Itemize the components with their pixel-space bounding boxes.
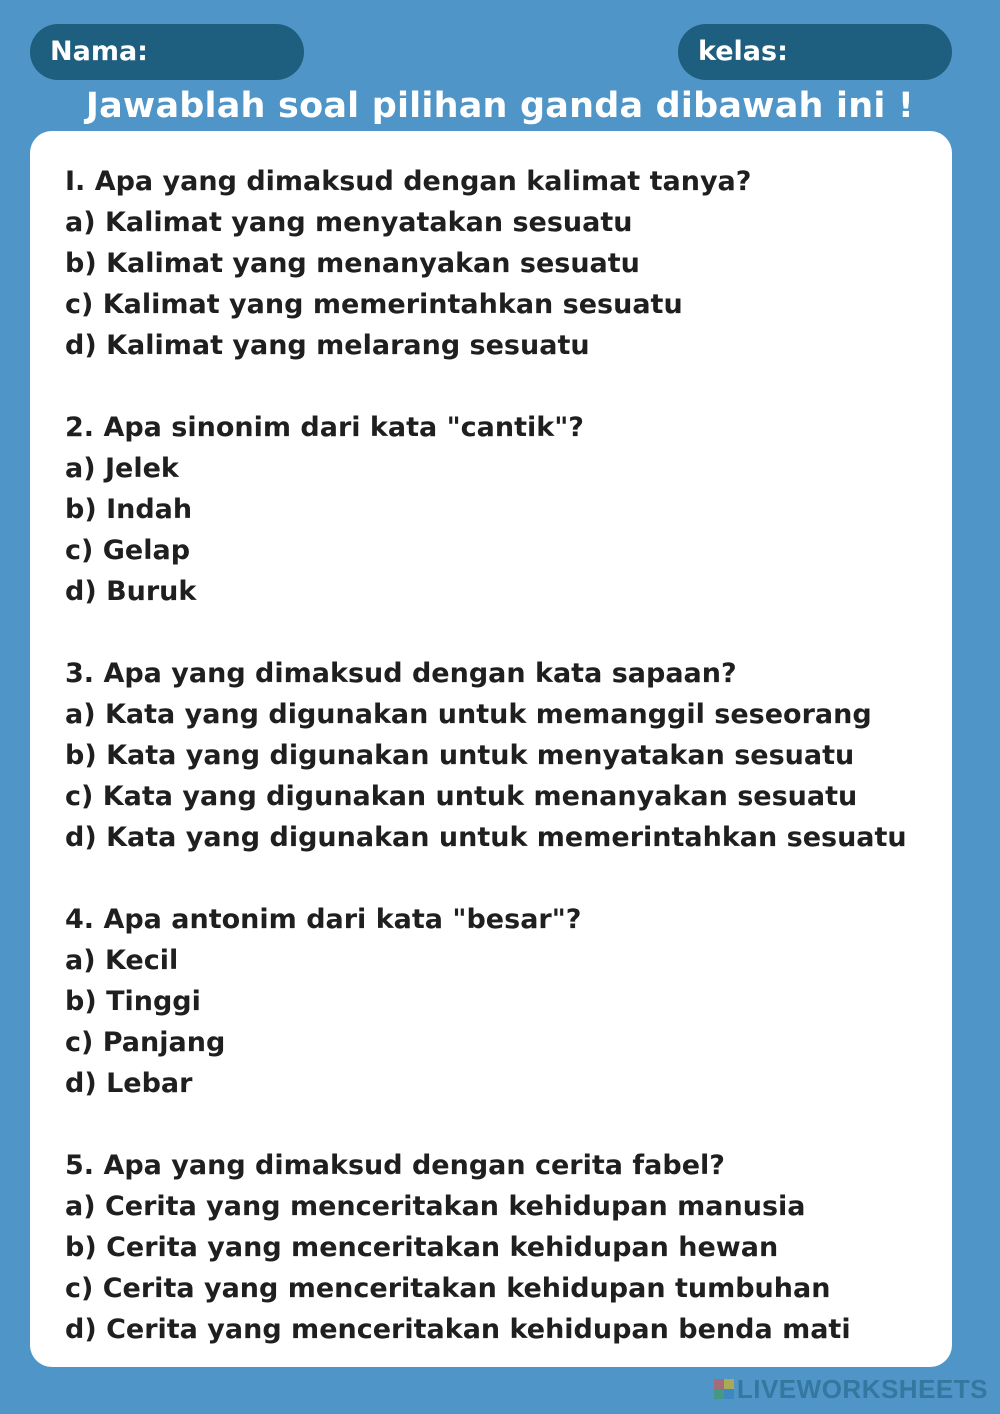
name-field[interactable] — [30, 24, 304, 80]
question-block — [65, 161, 935, 366]
class-field[interactable] — [678, 24, 952, 80]
question-text: 3. Apa yang dimaksud dengan kata sapaan? — [65, 658, 737, 689]
answer-option[interactable]: d) Kalimat yang melarang sesuatu — [65, 330, 590, 361]
worksheet-card — [30, 131, 952, 1367]
brand-text: LIVEWORKSHEETS — [736, 1373, 988, 1404]
answer-option[interactable]: c) Kalimat yang memerintahkan sesuatu — [65, 289, 683, 320]
question-text: 4. Apa antonim dari kata "besar"? — [65, 904, 582, 935]
instruction-heading: Jawablah soal pilihan ganda dibawah ini ! — [85, 86, 915, 126]
answer-option[interactable]: d) Kata yang digunakan untuk memerintahkan sesuatu — [65, 822, 907, 853]
answer-option[interactable]: a) Kalimat yang menyatakan sesuatu — [65, 207, 633, 238]
answer-option[interactable]: a) Kata yang digunakan untuk memanggil seseorang — [65, 699, 872, 730]
answer-option[interactable]: b) Kalimat yang menanyakan sesuatu — [65, 248, 640, 279]
question-text: I. Apa yang dimaksud dengan kalimat tanya? — [65, 166, 752, 197]
question-text: 2. Apa sinonim dari kata "cantik"? — [65, 412, 584, 443]
answer-option[interactable]: b) Cerita yang menceritakan kehidupan hewan — [65, 1232, 779, 1263]
question-block — [65, 1145, 935, 1350]
question-block — [65, 407, 935, 612]
answer-option[interactable]: d) Buruk — [65, 576, 197, 607]
class-label: kelas: — [698, 36, 788, 67]
name-label: Nama: — [50, 36, 148, 67]
answer-option[interactable]: c) Gelap — [65, 535, 191, 566]
answer-option[interactable]: c) Kata yang digunakan untuk menanyakan sesuatu — [65, 781, 858, 812]
answer-option[interactable]: b) Indah — [65, 494, 193, 525]
answer-option[interactable]: a) Cerita yang menceritakan kehidupan manusia — [65, 1191, 806, 1222]
liveworksheets-logo — [714, 1374, 988, 1404]
answer-option[interactable]: c) Panjang — [65, 1027, 226, 1058]
answer-option[interactable]: a) Kecil — [65, 945, 179, 976]
answer-option[interactable]: d) Cerita yang menceritakan kehidupan benda mati — [65, 1314, 851, 1345]
answer-option[interactable]: d) Lebar — [65, 1068, 193, 1099]
answer-option[interactable]: c) Cerita yang menceritakan kehidupan tumbuhan — [65, 1273, 831, 1304]
answer-option[interactable]: a) Jelek — [65, 453, 179, 484]
question-block — [65, 653, 935, 858]
question-text: 5. Apa yang dimaksud dengan cerita fabel? — [65, 1150, 725, 1181]
question-block — [65, 899, 935, 1104]
answer-option[interactable]: b) Kata yang digunakan untuk menyatakan sesuatu — [65, 740, 855, 771]
answer-option[interactable]: b) Tinggi — [65, 986, 201, 1017]
question-list — [65, 161, 935, 1391]
liveworksheets-logo-icon — [714, 1379, 734, 1399]
